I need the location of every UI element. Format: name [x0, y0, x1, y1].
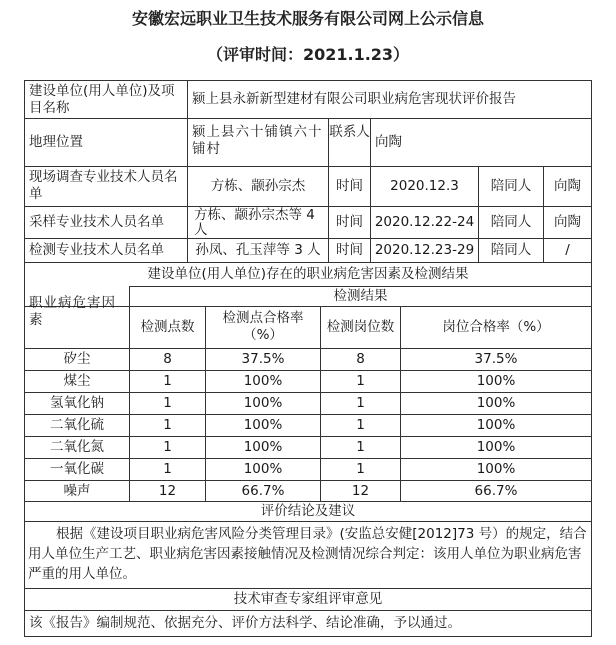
location-value: 颍上县六十铺镇六十铺村 — [192, 124, 323, 157]
factor-name: 煤尘 — [63, 373, 91, 389]
point-rate-value: 100% — [243, 417, 283, 433]
factor-name: 一氧化碳 — [50, 461, 104, 477]
posts-value: 1 — [356, 373, 365, 389]
post-rate-value: 37.5% — [474, 351, 518, 367]
post-rate-value: 100% — [476, 417, 516, 433]
unit-value: 颍上县永新新型建材有限公司职业病危害现状评价报告 — [192, 91, 516, 107]
point-rate-value: 100% — [243, 373, 283, 389]
col-posts: 检测岗位数 — [326, 319, 395, 335]
testing-companion-label: 陪同人 — [490, 242, 532, 258]
post-rate-value: 100% — [476, 439, 516, 455]
point-rate-value: 100% — [243, 439, 283, 455]
col-post-rate: 岗位合格率（%） — [442, 319, 550, 335]
posts-value: 1 — [356, 395, 365, 411]
sampling-time-label: 时间 — [336, 214, 363, 230]
factor-name: 矽尘 — [63, 351, 91, 367]
survey-time: 2020.12.3 — [390, 178, 459, 194]
factor-name: 二氧化氮 — [50, 439, 104, 455]
posts-value: 1 — [356, 417, 365, 433]
post-rate-value: 100% — [476, 461, 516, 477]
conclusion-header: 评价结论及建议 — [260, 503, 356, 519]
testing-names: 孙凤、孔玉萍等 3 人 — [195, 242, 321, 258]
sampling-companion: 向陶 — [554, 214, 581, 230]
factor-name: 二氧化硫 — [50, 417, 104, 433]
testing-label: 检测专业技术人员名单 — [29, 242, 164, 258]
conclusion-text: 根据《建设项目职业病危害风险分类管理目录》(安监总安健[2012]73 号）的规定，结合用人单位生产工艺、职业病危害因素接触情况及检测情况综合判定：该用人单位为职业病危害严重的用人单位。 — [28, 526, 587, 582]
point-rate-value: 66.7% — [241, 482, 285, 499]
expert-header: 技术审查专家组评审意见 — [233, 591, 383, 607]
contact-value: 向陶 — [375, 134, 402, 150]
unit-label: 建设单位(用人单位)及项目名称 — [29, 83, 175, 116]
posts-value: 12 — [351, 482, 370, 499]
expert-text: 该《报告》编制规范、依据充分、评价方法科学、结论准确，予以通过。 — [29, 615, 461, 631]
location-label: 地理位置 — [29, 134, 83, 150]
post-rate-value: 66.7% — [474, 482, 518, 499]
survey-time-label: 时间 — [336, 178, 363, 194]
survey-companion-label: 陪同人 — [490, 178, 532, 194]
points-value: 12 — [158, 482, 177, 499]
contact-label: 联系人 — [329, 124, 370, 140]
survey-label: 现场调查专业技术人员名单 — [29, 169, 178, 202]
survey-names: 方栋、颛孙宗杰 — [210, 178, 306, 194]
survey-companion: 向陶 — [554, 178, 581, 194]
point-rate-value: 37.5% — [241, 351, 285, 367]
factor-header: 职业病危害因素 — [29, 295, 116, 328]
sampling-time: 2020.12.22-24 — [374, 214, 475, 230]
sampling-names: 方栋、颛孙宗杰等 4 人 — [194, 207, 315, 238]
col-point-rate: 检测点合格率（%） — [222, 310, 304, 343]
points-value: 1 — [163, 461, 172, 477]
sampling-companion-label: 陪同人 — [490, 214, 532, 230]
page-title: 安徽宏远职业卫生技术服务有限公司网上公示信息 — [131, 9, 484, 28]
testing-time-label: 时间 — [336, 242, 363, 258]
points-value: 1 — [163, 439, 172, 455]
results-header: 检测结果 — [333, 288, 388, 304]
sampling-label: 采样专业技术人员名单 — [29, 214, 164, 230]
factor-name: 氢氧化钠 — [50, 395, 104, 411]
posts-value: 1 — [356, 439, 365, 455]
factor-name: 噪声 — [63, 482, 91, 499]
points-value: 8 — [163, 351, 172, 367]
points-value: 1 — [163, 395, 172, 411]
points-value: 1 — [163, 417, 172, 433]
points-value: 1 — [163, 373, 172, 389]
posts-value: 8 — [356, 351, 365, 367]
point-rate-value: 100% — [243, 395, 283, 411]
review-time: （评审时间：2021.1.23） — [206, 45, 410, 64]
posts-value: 1 — [356, 461, 365, 477]
post-rate-value: 100% — [476, 395, 516, 411]
point-rate-value: 100% — [243, 461, 283, 477]
testing-companion: / — [565, 242, 570, 258]
hazard-section-title: 建设单位(用人单位)存在的职业病危害因素及检测结果 — [147, 266, 469, 282]
testing-time: 2020.12.23-29 — [374, 242, 475, 258]
post-rate-value: 100% — [476, 373, 516, 389]
col-points: 检测点数 — [140, 319, 195, 335]
